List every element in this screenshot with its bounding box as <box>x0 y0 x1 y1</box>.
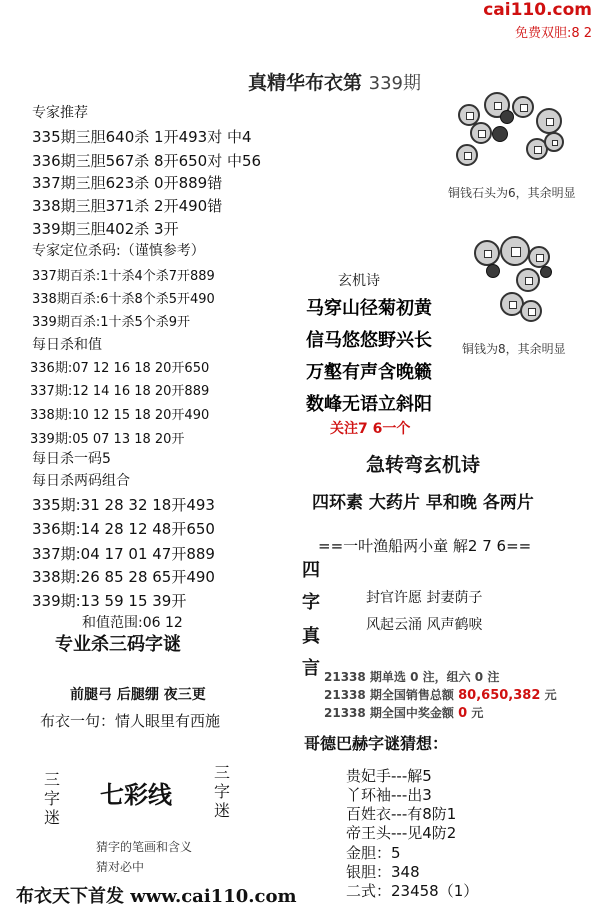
footer-text: 布衣天下首发 www.cai110.com <box>16 886 297 907</box>
riddle-line: 前腿弓 后腿绷 夜三更 <box>70 687 206 703</box>
free-pair-text: 免费双胆:8 2 <box>514 26 592 41</box>
coin-caption-1: 铜钱石头为6，其余明显 <box>448 186 576 200</box>
four-char-2: 字 <box>302 592 320 613</box>
expert-row: 337期三胆623杀 0开889错 <box>32 174 223 192</box>
expert-row: 336期三胆567杀 8开650对 中56 <box>32 152 262 170</box>
sum-range-text: 和值范围:06 12 <box>82 615 183 631</box>
position-kill-heading: 专家定位杀码:（谨慎参考） <box>32 243 205 259</box>
qicai-line-title: 七彩线 <box>100 780 172 809</box>
left-three-char-riddle: 三字迷 <box>43 770 60 827</box>
goethe-row: 丫环袖---出3 <box>346 786 432 804</box>
coin-caption-2: 铜钱为8，其余明显 <box>462 342 566 356</box>
goethe-row: 百姓衣---有8防1 <box>346 805 457 823</box>
turn-heading: 急转弯玄机诗 <box>366 454 481 476</box>
stats-row-3 <box>324 704 483 721</box>
position-kill-row: 338期百杀:6十杀8个杀5开490 <box>32 292 215 307</box>
qicai-note-2: 猜对必中 <box>96 860 145 874</box>
qicai-note-1: 猜字的笔画和含义 <box>96 840 193 854</box>
two-combo-heading: 每日杀两码组合 <box>32 473 130 489</box>
page-title <box>248 68 421 95</box>
kill-one-text: 每日杀一码5 <box>32 451 111 467</box>
expert-heading: 专家推荐 <box>32 105 88 121</box>
two-combo-row: 335期:31 28 32 18开493 <box>32 496 215 514</box>
prize-value: 0 <box>458 706 468 721</box>
right-three-char-riddle: 三字迷 <box>213 763 230 820</box>
sales-label: 21338 期全国销售总额 <box>324 688 454 702</box>
sum-kill-row: 338期:10 12 15 18 20开490 <box>30 408 210 423</box>
two-combo-row: 339期:13 59 15 39开 <box>32 592 187 610</box>
sum-kill-row: 339期:05 07 13 18 20开 <box>30 432 185 447</box>
position-kill-row: 339期百杀:1十杀5个杀9开 <box>32 315 191 330</box>
two-combo-row: 336期:14 28 12 48开650 <box>32 520 215 538</box>
buyi-line: 布衣一句：情人眼里有西施 <box>40 712 221 730</box>
sum-kill-row: 336期:07 12 16 18 20开650 <box>30 361 210 376</box>
two-combo-row: 338期:26 85 28 65开490 <box>32 568 215 586</box>
goethe-row: 二式：23458（1） <box>346 882 479 900</box>
fisher-line: ==一叶渔船两小童 解2 7 6== <box>318 537 532 555</box>
riddle-title: 专业杀三码字谜 <box>55 634 181 655</box>
turn-line: 四环素 大药片 早和晚 各两片 <box>312 493 534 513</box>
goethe-heading: 哥德巴赫字谜猜想： <box>304 734 449 753</box>
sum-kill-heading: 每日杀和值 <box>32 337 102 353</box>
goethe-row: 金胆：5 <box>346 844 401 862</box>
expert-row: 335期三胆640杀 1开493对 中4 <box>32 128 252 146</box>
poem-line: 数峰无语立斜阳 <box>306 394 432 415</box>
expert-row: 339期三胆402杀 3开 <box>32 220 179 238</box>
sales-value: 80,650,382 <box>458 688 541 703</box>
four-row-2: 风起云涌 风声鹤唳 <box>366 617 483 633</box>
site-logo[interactable]: cai110.com <box>483 0 592 20</box>
four-char-1: 四 <box>302 560 320 581</box>
four-char-4: 言 <box>302 658 320 679</box>
poem-line: 信马悠悠野兴长 <box>306 330 432 351</box>
poem-line: 马穿山径菊初黄 <box>306 298 432 319</box>
poem-heading: 玄机诗 <box>338 273 380 289</box>
focus-text: 关注7 6一个 <box>330 421 411 437</box>
poem-line: 万壑有声含晚籁 <box>306 362 432 383</box>
position-kill-row: 337期百杀:1十杀4个杀7开889 <box>32 269 215 284</box>
goethe-row: 银胆：348 <box>346 863 420 881</box>
sales-unit: 元 <box>544 688 557 702</box>
stats-row-2 <box>324 686 557 703</box>
expert-row: 338期三胆371杀 2开490错 <box>32 197 223 215</box>
goethe-row: 贵妃手---解5 <box>346 767 432 785</box>
sum-kill-row: 337期:12 14 16 18 20开889 <box>30 384 210 399</box>
goethe-row: 帝王头---见4防2 <box>346 824 457 842</box>
stats-row-1: 21338 期单选 0 注，组六 0 注 <box>324 670 500 684</box>
issue-number: 339期 <box>368 73 421 94</box>
four-row-1: 封官许愿 封妻荫子 <box>366 590 483 606</box>
prize-label: 21338 期全国中奖金额 <box>324 706 454 720</box>
prize-unit: 元 <box>471 706 484 720</box>
two-combo-row: 337期:04 17 01 47开889 <box>32 545 215 563</box>
title-text: 真精华布衣第 <box>248 72 363 94</box>
four-char-3: 真 <box>302 626 320 647</box>
